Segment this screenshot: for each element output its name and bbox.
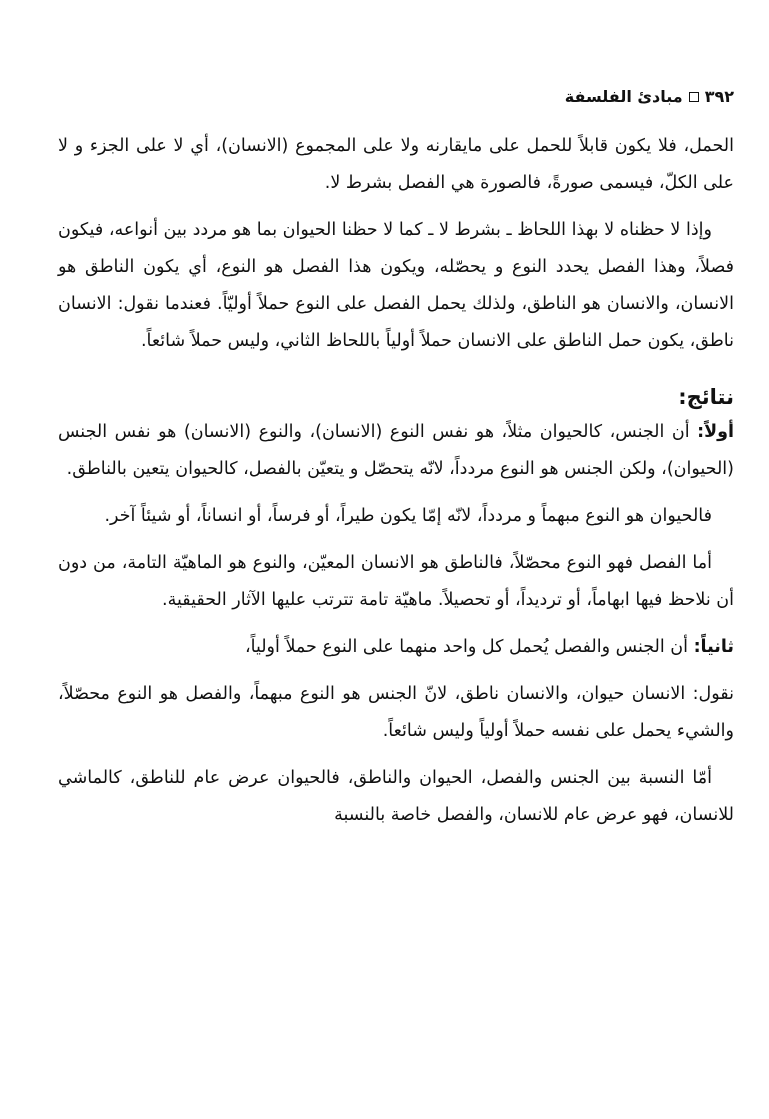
first-text: أن الجنس، كالحيوان مثلاً، هو نفس النوع (الانسان)، والنوع (الانسان) هو نفس الجنس (الحيوان)، ولكن الجنس هو النوع مردداً، لانّه يتحصّل و يتعيّن بالفصل، كالحيوان يتعين بالناطق. (58, 422, 734, 479)
results-first-paragraph-3: أما الفصل فهو النوع محصّلاً، فالناطق هو الانسان المعيّن، والنوع هو الماهيّة التامة، من دون أن نلاحظ فيها ابهاماً، أو ترديداً، أو تحصيلاً. ماهيّة تامة تترتب عليها الآثار الحقيقية. (58, 553, 734, 610)
results-last-paragraph: أمّا النسبة بين الجنس والفصل، الحيوان والناطق، فالحيوان عرض عام للناطق، كالماشي للانسان، فهو عرض عام للانسان، والفصل خاصة بالنسبة (58, 768, 734, 825)
page-number: ٣٩٢ (704, 87, 734, 106)
results-second-paragraph (58, 629, 734, 666)
document-page (58, 86, 734, 844)
section-title-results: نتائج: (678, 385, 734, 409)
separator-square-icon (689, 92, 699, 102)
paragraph-1: الحمل، فلا يكون قابلاً للحمل على مايقارنه ولا على المجموع (الانسان)، أي لا على الجزء و لا على الكلّ، فيسمى صورةً، فالصورة هي الفصل بشرط لا. (58, 136, 734, 193)
results-second-paragraph-2: نقول: الانسان حيوان، والانسان ناطق، لانّ الجنس هو النوع مبهماً، والفصل هو النوع محصّلاً، والشيء يحمل على نفسه حملاً أولياً وليس شائعاً. (58, 684, 734, 741)
page-header (58, 86, 734, 108)
second-text: أن الجنس والفصل يُحمل كل واحد منهما على النوع حملاً أولياً، (244, 637, 694, 657)
second-label: ثانياً: (693, 637, 734, 657)
results-first-paragraph-2: فالحيوان هو النوع مبهماً و مردداً، لانّه إمّا يكون طيراً، أو فرساً، أو انساناً، أو شيئاً آخر. (104, 506, 712, 526)
results-first-paragraph (58, 414, 734, 488)
book-title: مبادئ الفلسفة (564, 87, 683, 106)
paragraph-2: وإذا لا حظناه لا بهذا اللحاظ ـ بشرط لا ـ كما لا حظنا الحيوان بما هو مردد بين أنواعه، فيكون فصلاً، وهذا الفصل يحدد النوع و يحصّله، ويكون هذا الفصل هو النوع، أي يكون الناطق هو الانسان، والانسان هو الناطق، ولذلك يحمل الفصل على النوع حملاً أوليّاً. فعندما نقول: الانسان ناطق، يكون حمل الناطق على الانسان حملاً أولياً باللحاظ الثاني، وليس حملاً شائعاً. (58, 220, 734, 351)
first-label: أولاً: (697, 422, 734, 442)
